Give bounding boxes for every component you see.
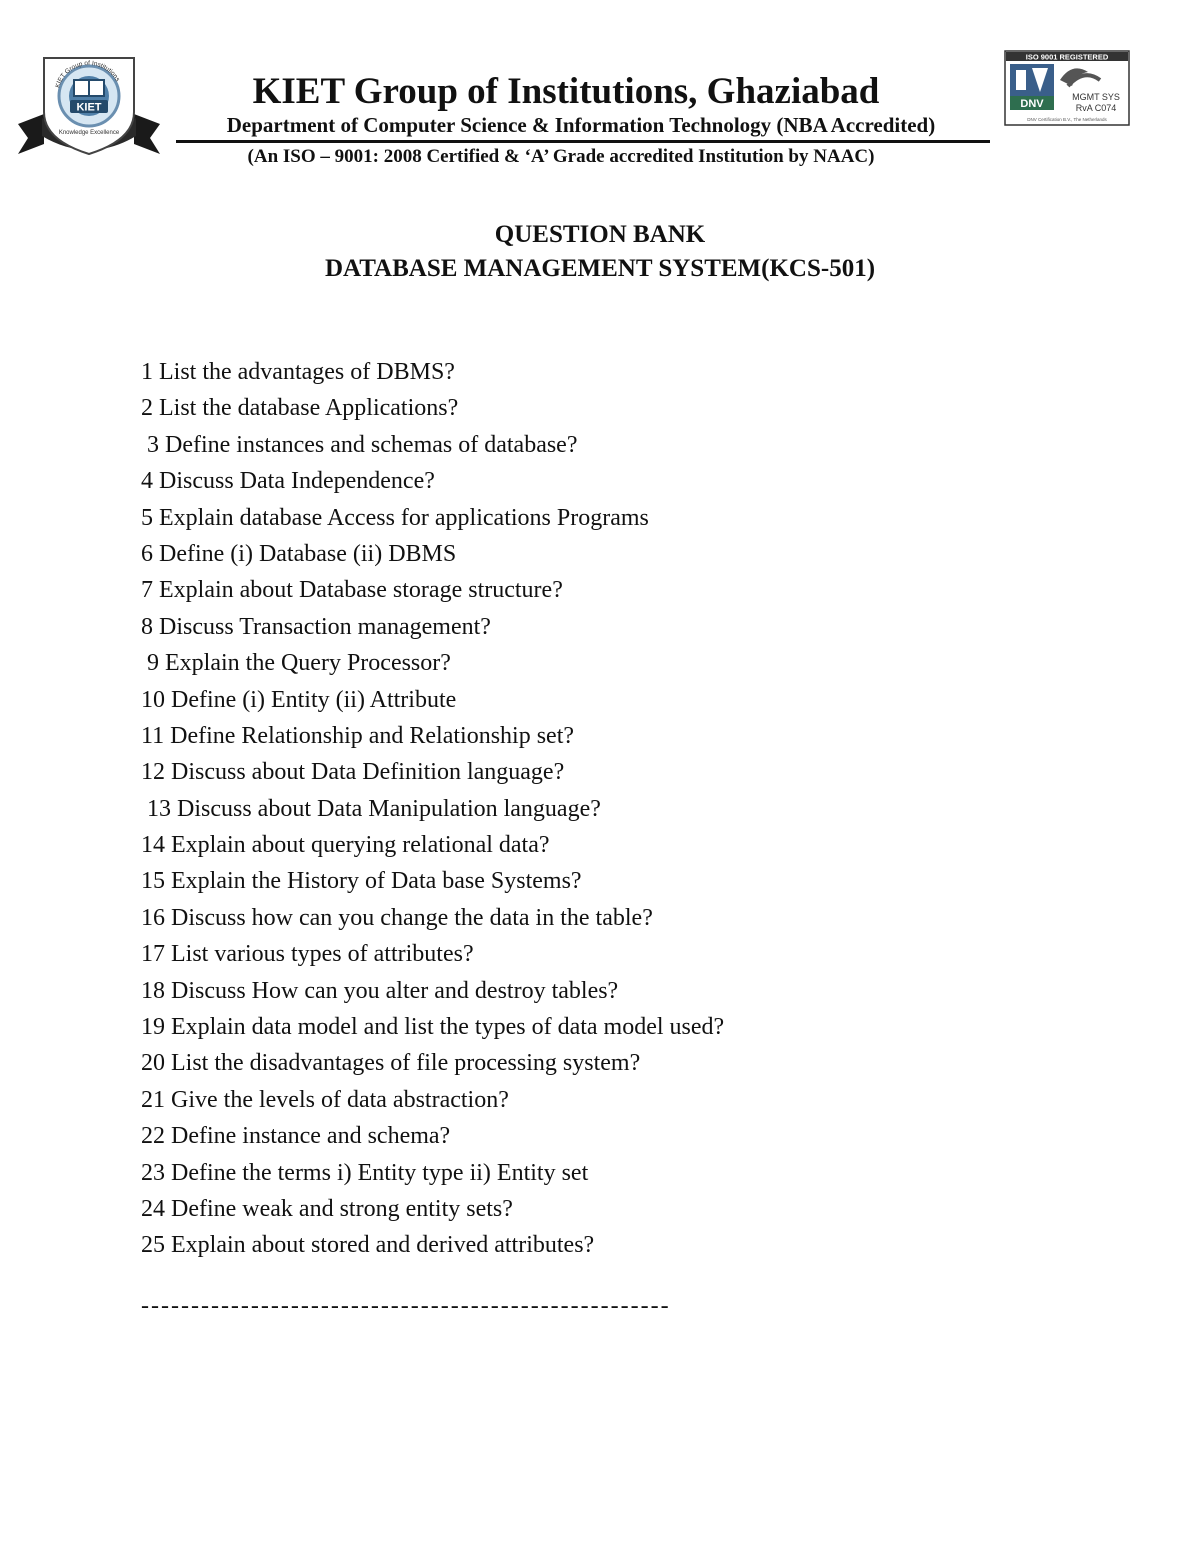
question-item: 19 Explain data model and list the types of data model used? xyxy=(141,1014,725,1041)
question-item: 17 List various types of attributes? xyxy=(141,941,474,968)
institution-title: KIET Group of Institutions, Ghaziabad xyxy=(252,71,880,112)
question-item: 6 Define (i) Database (ii) DBMS xyxy=(141,540,457,567)
question-item: 2 List the database Applications? xyxy=(141,395,459,422)
department-line: Department of Computer Science & Information Technology (NBA Accredited) xyxy=(226,113,936,137)
question-item: 13 Discuss about Data Manipulation language? xyxy=(141,795,601,822)
question-item: 22 Define instance and schema? xyxy=(141,1123,451,1150)
question-item: 5 Explain database Access for applications Programs xyxy=(141,504,649,531)
dnv-mark-text: DNV xyxy=(1020,98,1044,110)
question-item: 11 Define Relationship and Relationship set? xyxy=(141,722,575,749)
question-list xyxy=(141,356,1041,1266)
question-item: 25 Explain about stored and derived attributes? xyxy=(141,1232,595,1259)
question-item: 3 Define instances and schemas of database? xyxy=(141,431,578,458)
question-item: 18 Discuss How can you alter and destroy tables? xyxy=(141,977,619,1004)
kiet-logo-text: KIET xyxy=(76,101,102,114)
question-item: 8 Discuss Transaction management? xyxy=(141,613,491,640)
question-item: 16 Discuss how can you change the data in the table? xyxy=(141,904,653,931)
question-item: 23 Define the terms i) Entity type ii) Entity set xyxy=(141,1159,589,1186)
question-item: 10 Define (i) Entity (ii) Attribute xyxy=(141,686,457,713)
iso-dnv-certification-logo-icon xyxy=(1004,50,1130,126)
question-item: 7 Explain about Database storage structure? xyxy=(141,577,563,604)
question-item: 20 List the disadvantages of file processing system? xyxy=(141,1050,641,1077)
document-title: QUESTION BANK xyxy=(494,221,706,248)
question-item: 24 Define weak and strong entity sets? xyxy=(141,1195,513,1222)
question-item: 15 Explain the History of Data base Systems? xyxy=(141,868,582,895)
end-dashed-line: ----------------------------------------------------- xyxy=(141,1293,671,1319)
rva-text: RvA C074 xyxy=(1075,103,1117,113)
kiet-logo-motto: Knowledge Excellence xyxy=(58,130,120,136)
question-item: 12 Discuss about Data Definition language? xyxy=(141,759,565,786)
question-item: 4 Discuss Data Independence? xyxy=(141,468,435,495)
kiet-logo-arc-text: KIET Group of Institutions xyxy=(54,59,121,89)
dnv-footer-text: DNV Certification B.V., The Netherlands xyxy=(1027,117,1107,122)
question-item: 21 Give the levels of data abstraction? xyxy=(141,1086,509,1113)
question-item: 9 Explain the Query Processor? xyxy=(141,650,451,677)
accreditation-line: (An ISO – 9001: 2008 Certified & ‘A’ Grade accredited Institution by NAAC) xyxy=(247,146,875,167)
kiet-crest-logo-icon xyxy=(14,52,164,162)
header-rule xyxy=(176,140,990,143)
iso-registered-text: ISO 9001 REGISTERED xyxy=(1025,52,1109,62)
mgmt-sys-text: MGMT SYS xyxy=(1072,92,1120,102)
course-title: DATABASE MANAGEMENT SYSTEM(KCS-501) xyxy=(324,255,876,282)
question-item: 14 Explain about querying relational data? xyxy=(141,832,550,859)
question-item: 1 List the advantages of DBMS? xyxy=(141,359,455,385)
